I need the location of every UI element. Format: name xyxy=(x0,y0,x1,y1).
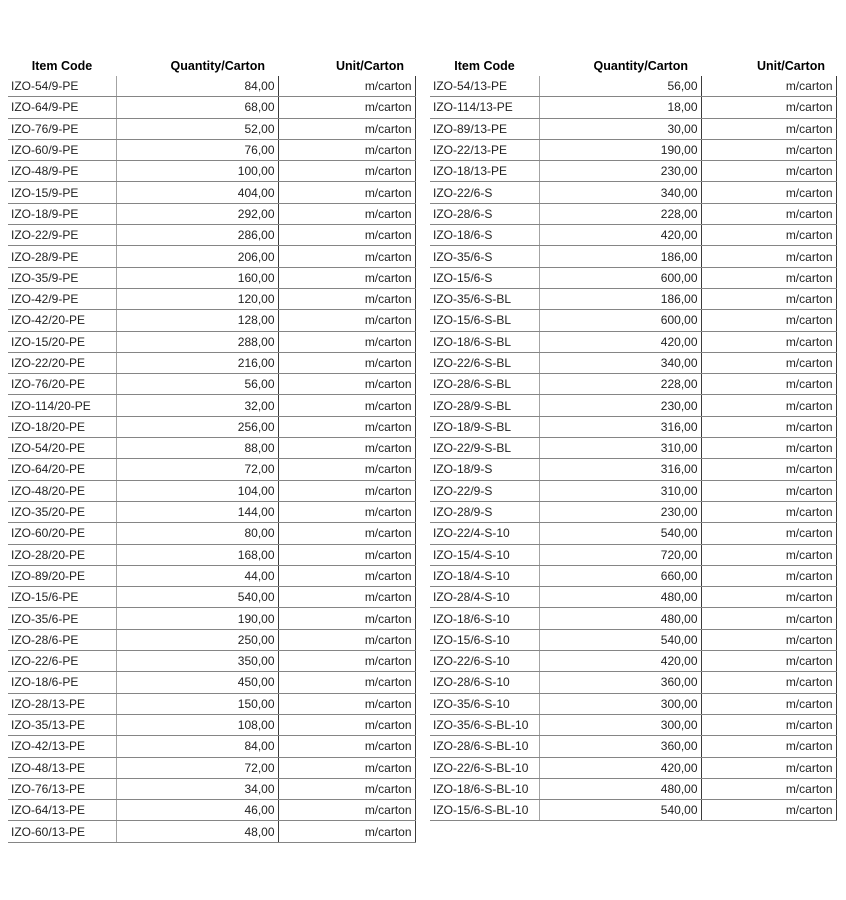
item-code-cell: IZO-64/20-PE xyxy=(8,459,116,480)
quantity-cell: 228,00 xyxy=(539,203,701,224)
quantity-cell: 160,00 xyxy=(116,267,278,288)
item-code-cell: IZO-22/6-S-BL-10 xyxy=(430,757,539,778)
unit-cell: m/carton xyxy=(278,203,415,224)
item-code-cell: IZO-42/13-PE xyxy=(8,736,116,757)
quantity-cell: 300,00 xyxy=(539,714,701,735)
unit-cell: m/carton xyxy=(278,651,415,672)
price-table-left xyxy=(8,55,416,843)
item-code-cell: IZO-76/9-PE xyxy=(8,118,116,139)
unit-cell: m/carton xyxy=(278,480,415,501)
item-code-cell: IZO-76/20-PE xyxy=(8,374,116,395)
table-row xyxy=(430,608,836,629)
table-row xyxy=(430,416,836,437)
item-code-cell: IZO-28/6-S xyxy=(430,203,539,224)
item-code-cell: IZO-18/6-S-10 xyxy=(430,608,539,629)
unit-cell: m/carton xyxy=(701,438,836,459)
item-code-cell: IZO-89/20-PE xyxy=(8,565,116,586)
quantity-cell: 450,00 xyxy=(116,672,278,693)
quantity-cell: 350,00 xyxy=(116,651,278,672)
unit-cell: m/carton xyxy=(701,736,836,757)
quantity-cell: 108,00 xyxy=(116,714,278,735)
item-code-cell: IZO-60/20-PE xyxy=(8,523,116,544)
table-row xyxy=(430,139,836,160)
item-code-cell: IZO-15/4-S-10 xyxy=(430,544,539,565)
table-row xyxy=(8,310,415,331)
quantity-cell: 190,00 xyxy=(116,608,278,629)
table-row xyxy=(430,544,836,565)
item-code-cell: IZO-18/4-S-10 xyxy=(430,565,539,586)
item-code-cell: IZO-18/13-PE xyxy=(430,161,539,182)
item-code-cell: IZO-76/13-PE xyxy=(8,778,116,799)
quantity-cell: 230,00 xyxy=(539,161,701,182)
unit-cell: m/carton xyxy=(278,800,415,821)
table-row xyxy=(430,565,836,586)
item-code-cell: IZO-22/20-PE xyxy=(8,352,116,373)
quantity-cell: 48,00 xyxy=(116,821,278,842)
unit-cell: m/carton xyxy=(701,395,836,416)
quantity-cell: 186,00 xyxy=(539,288,701,309)
table-row xyxy=(8,416,415,437)
quantity-cell: 80,00 xyxy=(116,523,278,544)
item-code-cell: IZO-42/9-PE xyxy=(8,288,116,309)
unit-cell: m/carton xyxy=(701,544,836,565)
table-row xyxy=(8,182,415,203)
table-row xyxy=(430,778,836,799)
item-code-cell: IZO-35/6-S-BL xyxy=(430,288,539,309)
item-code-cell: IZO-28/9-PE xyxy=(8,246,116,267)
quantity-cell: 316,00 xyxy=(539,416,701,437)
table-row xyxy=(8,821,415,842)
unit-cell: m/carton xyxy=(278,374,415,395)
quantity-cell: 256,00 xyxy=(116,416,278,437)
quantity-cell: 34,00 xyxy=(116,778,278,799)
item-code-cell: IZO-114/20-PE xyxy=(8,395,116,416)
unit-cell: m/carton xyxy=(278,714,415,735)
item-code-cell: IZO-60/9-PE xyxy=(8,139,116,160)
unit-cell: m/carton xyxy=(278,416,415,437)
table-row xyxy=(8,203,415,224)
item-code-cell: IZO-48/9-PE xyxy=(8,161,116,182)
quantity-cell: 128,00 xyxy=(116,310,278,331)
item-code-cell: IZO-60/13-PE xyxy=(8,821,116,842)
unit-cell: m/carton xyxy=(701,374,836,395)
table-row xyxy=(430,480,836,501)
unit-cell: m/carton xyxy=(278,693,415,714)
quantity-cell: 100,00 xyxy=(116,161,278,182)
table-row xyxy=(430,182,836,203)
table-row xyxy=(8,672,415,693)
unit-cell: m/carton xyxy=(701,161,836,182)
column-header-item-code: Item Code xyxy=(454,58,515,73)
table-row xyxy=(430,331,836,352)
item-code-cell: IZO-18/6-S xyxy=(430,225,539,246)
unit-cell: m/carton xyxy=(701,800,836,821)
item-code-cell: IZO-28/6-S-10 xyxy=(430,672,539,693)
quantity-cell: 72,00 xyxy=(116,757,278,778)
quantity-cell: 76,00 xyxy=(116,139,278,160)
item-code-cell: IZO-22/4-S-10 xyxy=(430,523,539,544)
quantity-cell: 600,00 xyxy=(539,310,701,331)
table-row xyxy=(8,225,415,246)
item-code-cell: IZO-18/6-PE xyxy=(8,672,116,693)
item-code-cell: IZO-28/9-S xyxy=(430,501,539,522)
quantity-cell: 300,00 xyxy=(539,693,701,714)
item-code-cell: IZO-18/20-PE xyxy=(8,416,116,437)
item-code-cell: IZO-35/13-PE xyxy=(8,714,116,735)
unit-cell: m/carton xyxy=(701,139,836,160)
item-code-cell: IZO-22/6-S-BL xyxy=(430,352,539,373)
table-row xyxy=(430,374,836,395)
table-row xyxy=(8,459,415,480)
table-row xyxy=(8,161,415,182)
unit-cell: m/carton xyxy=(701,587,836,608)
column-header-unit-carton: Unit/Carton xyxy=(756,58,825,73)
item-code-cell: IZO-22/9-S xyxy=(430,480,539,501)
item-code-cell: IZO-18/6-S-BL xyxy=(430,331,539,352)
unit-cell: m/carton xyxy=(278,821,415,842)
item-code-cell: IZO-22/9-S-BL xyxy=(430,438,539,459)
item-code-cell: IZO-15/6-S xyxy=(430,267,539,288)
unit-cell: m/carton xyxy=(701,182,836,203)
quantity-cell: 56,00 xyxy=(116,374,278,395)
quantity-cell: 540,00 xyxy=(116,587,278,608)
table-row xyxy=(430,800,836,821)
unit-cell: m/carton xyxy=(278,565,415,586)
table-row xyxy=(8,757,415,778)
unit-cell: m/carton xyxy=(701,267,836,288)
unit-cell: m/carton xyxy=(278,778,415,799)
table-row xyxy=(8,693,415,714)
quantity-cell: 230,00 xyxy=(539,395,701,416)
unit-cell: m/carton xyxy=(278,139,415,160)
item-code-cell: IZO-28/13-PE xyxy=(8,693,116,714)
table-row xyxy=(430,310,836,331)
unit-cell: m/carton xyxy=(701,778,836,799)
item-code-cell: IZO-15/6-S-10 xyxy=(430,629,539,650)
quantity-cell: 206,00 xyxy=(116,246,278,267)
column-header-item-code: Item Code xyxy=(31,58,93,73)
item-code-cell: IZO-54/20-PE xyxy=(8,438,116,459)
item-code-cell: IZO-35/20-PE xyxy=(8,501,116,522)
quantity-cell: 84,00 xyxy=(116,76,278,97)
column-header-quantity-carton: Quantity/Carton xyxy=(593,58,688,73)
table-row xyxy=(8,587,415,608)
quantity-cell: 720,00 xyxy=(539,544,701,565)
header-row xyxy=(430,55,836,76)
quantity-cell: 480,00 xyxy=(539,778,701,799)
table-row xyxy=(430,246,836,267)
quantity-cell: 404,00 xyxy=(116,182,278,203)
unit-cell: m/carton xyxy=(278,608,415,629)
unit-cell: m/carton xyxy=(278,331,415,352)
unit-cell: m/carton xyxy=(701,523,836,544)
quantity-cell: 340,00 xyxy=(539,182,701,203)
table-row xyxy=(8,523,415,544)
header-row xyxy=(8,55,415,76)
item-code-cell: IZO-35/6-S xyxy=(430,246,539,267)
table-row xyxy=(8,395,415,416)
table-row xyxy=(8,800,415,821)
unit-cell: m/carton xyxy=(278,76,415,97)
item-code-cell: IZO-15/6-PE xyxy=(8,587,116,608)
unit-cell: m/carton xyxy=(278,225,415,246)
item-code-cell: IZO-22/13-PE xyxy=(430,139,539,160)
unit-cell: m/carton xyxy=(278,523,415,544)
unit-cell: m/carton xyxy=(701,76,836,97)
table-row xyxy=(8,438,415,459)
quantity-cell: 480,00 xyxy=(539,608,701,629)
table-row xyxy=(8,501,415,522)
table-row xyxy=(430,76,836,97)
item-code-cell: IZO-28/20-PE xyxy=(8,544,116,565)
item-code-cell: IZO-48/13-PE xyxy=(8,757,116,778)
table-row xyxy=(8,374,415,395)
quantity-cell: 286,00 xyxy=(116,225,278,246)
quantity-cell: 420,00 xyxy=(539,225,701,246)
quantity-cell: 46,00 xyxy=(116,800,278,821)
item-code-cell: IZO-18/9-PE xyxy=(8,203,116,224)
unit-cell: m/carton xyxy=(278,182,415,203)
item-code-cell: IZO-35/9-PE xyxy=(8,267,116,288)
item-code-cell: IZO-15/9-PE xyxy=(8,182,116,203)
quantity-cell: 144,00 xyxy=(116,501,278,522)
quantity-cell: 310,00 xyxy=(539,438,701,459)
item-code-cell: IZO-64/9-PE xyxy=(8,97,116,118)
item-code-cell: IZO-18/9-S xyxy=(430,459,539,480)
quantity-cell: 228,00 xyxy=(539,374,701,395)
price-table-right xyxy=(430,55,837,821)
quantity-cell: 660,00 xyxy=(539,565,701,586)
table-row xyxy=(430,118,836,139)
table-row xyxy=(430,459,836,480)
unit-cell: m/carton xyxy=(278,288,415,309)
unit-cell: m/carton xyxy=(701,416,836,437)
unit-cell: m/carton xyxy=(278,757,415,778)
quantity-cell: 288,00 xyxy=(116,331,278,352)
item-code-cell: IZO-15/6-S-BL xyxy=(430,310,539,331)
unit-cell: m/carton xyxy=(701,459,836,480)
unit-cell: m/carton xyxy=(701,672,836,693)
table-row xyxy=(8,565,415,586)
item-code-cell: IZO-54/9-PE xyxy=(8,76,116,97)
unit-cell: m/carton xyxy=(701,693,836,714)
quantity-cell: 168,00 xyxy=(116,544,278,565)
table-row xyxy=(8,480,415,501)
table-row xyxy=(430,395,836,416)
table-row xyxy=(430,203,836,224)
table-row xyxy=(430,651,836,672)
quantity-cell: 56,00 xyxy=(539,76,701,97)
table-row xyxy=(430,714,836,735)
item-code-cell: IZO-15/6-S-BL-10 xyxy=(430,800,539,821)
item-code-cell: IZO-28/6-S-BL-10 xyxy=(430,736,539,757)
table-row xyxy=(8,139,415,160)
quantity-cell: 420,00 xyxy=(539,651,701,672)
unit-cell: m/carton xyxy=(701,757,836,778)
unit-cell: m/carton xyxy=(278,246,415,267)
quantity-cell: 88,00 xyxy=(116,438,278,459)
item-code-cell: IZO-28/4-S-10 xyxy=(430,587,539,608)
table-row xyxy=(8,544,415,565)
table-row xyxy=(8,629,415,650)
unit-cell: m/carton xyxy=(701,629,836,650)
quantity-cell: 250,00 xyxy=(116,629,278,650)
quantity-cell: 32,00 xyxy=(116,395,278,416)
quantity-cell: 52,00 xyxy=(116,118,278,139)
table-row xyxy=(430,757,836,778)
unit-cell: m/carton xyxy=(278,459,415,480)
quantity-cell: 190,00 xyxy=(539,139,701,160)
unit-cell: m/carton xyxy=(278,587,415,608)
item-code-cell: IZO-15/20-PE xyxy=(8,331,116,352)
quantity-cell: 72,00 xyxy=(116,459,278,480)
item-code-cell: IZO-28/6-PE xyxy=(8,629,116,650)
unit-cell: m/carton xyxy=(278,736,415,757)
table-row xyxy=(8,267,415,288)
quantity-cell: 310,00 xyxy=(539,480,701,501)
table-row xyxy=(8,76,415,97)
table-body-right xyxy=(430,76,836,821)
item-code-cell: IZO-28/9-S-BL xyxy=(430,395,539,416)
quantity-cell: 30,00 xyxy=(539,118,701,139)
quantity-cell: 600,00 xyxy=(539,267,701,288)
unit-cell: m/carton xyxy=(701,97,836,118)
item-code-cell: IZO-22/9-PE xyxy=(8,225,116,246)
quantity-cell: 540,00 xyxy=(539,523,701,544)
table-row xyxy=(8,352,415,373)
unit-cell: m/carton xyxy=(701,608,836,629)
table-row xyxy=(8,97,415,118)
unit-cell: m/carton xyxy=(278,97,415,118)
quantity-cell: 420,00 xyxy=(539,331,701,352)
unit-cell: m/carton xyxy=(278,544,415,565)
table-row xyxy=(430,587,836,608)
item-code-cell: IZO-64/13-PE xyxy=(8,800,116,821)
item-code-cell: IZO-28/6-S-BL xyxy=(430,374,539,395)
table-row xyxy=(430,161,836,182)
quantity-cell: 216,00 xyxy=(116,352,278,373)
quantity-cell: 120,00 xyxy=(116,288,278,309)
item-code-cell: IZO-22/6-S-10 xyxy=(430,651,539,672)
unit-cell: m/carton xyxy=(278,629,415,650)
quantity-cell: 186,00 xyxy=(539,246,701,267)
unit-cell: m/carton xyxy=(701,118,836,139)
unit-cell: m/carton xyxy=(278,161,415,182)
table-row xyxy=(8,118,415,139)
unit-cell: m/carton xyxy=(278,395,415,416)
table-row xyxy=(430,501,836,522)
item-code-cell: IZO-18/9-S-BL xyxy=(430,416,539,437)
table-row xyxy=(430,672,836,693)
item-code-cell: IZO-22/6-S xyxy=(430,182,539,203)
table-row xyxy=(430,629,836,650)
item-code-cell: IZO-48/20-PE xyxy=(8,480,116,501)
unit-cell: m/carton xyxy=(701,203,836,224)
unit-cell: m/carton xyxy=(278,501,415,522)
item-code-cell: IZO-54/13-PE xyxy=(430,76,539,97)
quantity-cell: 316,00 xyxy=(539,459,701,480)
quantity-cell: 360,00 xyxy=(539,736,701,757)
unit-cell: m/carton xyxy=(701,480,836,501)
quantity-cell: 150,00 xyxy=(116,693,278,714)
unit-cell: m/carton xyxy=(701,352,836,373)
table-row xyxy=(430,225,836,246)
table-row xyxy=(430,438,836,459)
table-row xyxy=(8,651,415,672)
unit-cell: m/carton xyxy=(701,501,836,522)
column-header-unit-carton: Unit/Carton xyxy=(335,58,404,73)
table-row xyxy=(430,736,836,757)
table-row xyxy=(430,97,836,118)
unit-cell: m/carton xyxy=(278,310,415,331)
unit-cell: m/carton xyxy=(701,331,836,352)
item-code-cell: IZO-18/6-S-BL-10 xyxy=(430,778,539,799)
item-code-cell: IZO-35/6-S-10 xyxy=(430,693,539,714)
unit-cell: m/carton xyxy=(701,288,836,309)
item-code-cell: IZO-35/6-S-BL-10 xyxy=(430,714,539,735)
quantity-cell: 292,00 xyxy=(116,203,278,224)
quantity-cell: 360,00 xyxy=(539,672,701,693)
table-row xyxy=(430,352,836,373)
table-row xyxy=(430,523,836,544)
quantity-cell: 18,00 xyxy=(539,97,701,118)
table-row xyxy=(8,608,415,629)
quantity-cell: 480,00 xyxy=(539,587,701,608)
quantity-cell: 68,00 xyxy=(116,97,278,118)
quantity-cell: 540,00 xyxy=(539,629,701,650)
quantity-cell: 340,00 xyxy=(539,352,701,373)
unit-cell: m/carton xyxy=(278,118,415,139)
table-row xyxy=(8,288,415,309)
table-row xyxy=(8,714,415,735)
table-row xyxy=(8,778,415,799)
table-row xyxy=(430,288,836,309)
unit-cell: m/carton xyxy=(701,651,836,672)
unit-cell: m/carton xyxy=(701,246,836,267)
unit-cell: m/carton xyxy=(701,310,836,331)
table-row xyxy=(430,693,836,714)
table-body-left xyxy=(8,76,415,842)
unit-cell: m/carton xyxy=(701,565,836,586)
table-row xyxy=(8,331,415,352)
quantity-cell: 44,00 xyxy=(116,565,278,586)
item-code-cell: IZO-114/13-PE xyxy=(430,97,539,118)
unit-cell: m/carton xyxy=(701,714,836,735)
table-row xyxy=(8,736,415,757)
quantity-cell: 540,00 xyxy=(539,800,701,821)
item-code-cell: IZO-35/6-PE xyxy=(8,608,116,629)
table-row xyxy=(430,267,836,288)
unit-cell: m/carton xyxy=(278,672,415,693)
item-code-cell: IZO-89/13-PE xyxy=(430,118,539,139)
unit-cell: m/carton xyxy=(278,267,415,288)
table-row xyxy=(8,246,415,267)
unit-cell: m/carton xyxy=(278,352,415,373)
quantity-cell: 420,00 xyxy=(539,757,701,778)
quantity-cell: 104,00 xyxy=(116,480,278,501)
quantity-cell: 84,00 xyxy=(116,736,278,757)
quantity-cell: 230,00 xyxy=(539,501,701,522)
item-code-cell: IZO-22/6-PE xyxy=(8,651,116,672)
unit-cell: m/carton xyxy=(278,438,415,459)
item-code-cell: IZO-42/20-PE xyxy=(8,310,116,331)
unit-cell: m/carton xyxy=(701,225,836,246)
column-header-quantity-carton: Quantity/Carton xyxy=(170,58,265,73)
